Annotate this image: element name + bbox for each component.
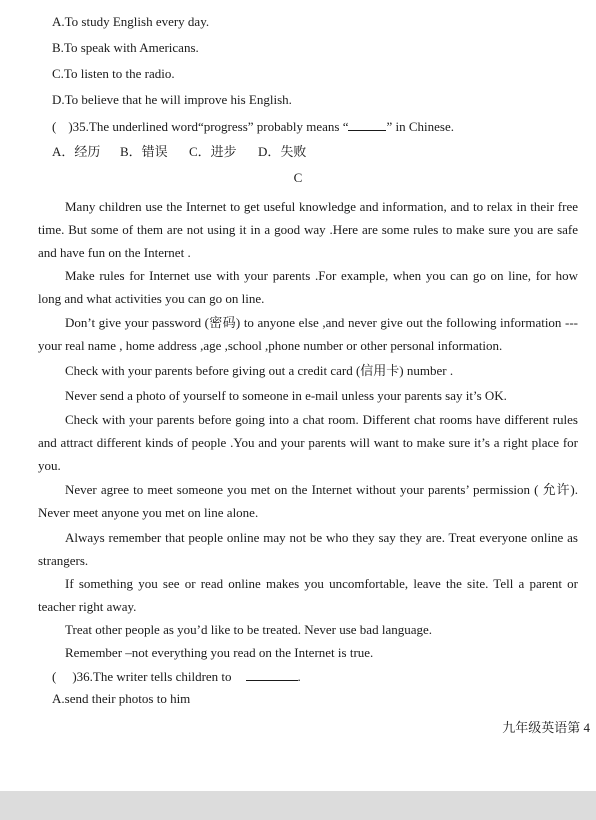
q35-blank[interactable] [348,118,386,131]
q35-option-b: B．错误 [120,144,168,159]
passage-paragraph: Treat other people as you’d like to be treated. Never use bad language. [65,622,433,637]
q36-option-a: A.send their photos to him [52,691,191,706]
q35-option-c: C．进步 [189,144,237,159]
q35-option-a: A．经历 [52,144,101,159]
passage-paragraph: Never agree to meet someone you met on the Internet without your parents’ permission ( 允许). Never meet anyone you met on line alone. [38,482,578,520]
viewer-bottom-bar [0,791,596,820]
q34-option-d: D.To believe that he will improve his English. [52,92,292,107]
section-heading: C [293,170,303,185]
passage-paragraph: If something you see or read online makes you uncomfortable, leave the site. Tell a parent or teacher right away. [38,576,578,614]
q34-option-a: A.To study English every day. [52,14,210,29]
q34-option-c: C.To listen to the radio. [52,66,175,81]
passage-paragraph: Many children use the Internet to get useful knowledge and information, and to relax in their free time. But some of them are not using it in a good way .Here are some rules to make sure you are safe and have fun on the Internet . [38,199,578,260]
passage-paragraph: Make rules for Internet use with your parents .For example, when you can go on line, for how long and what activities you can go on line. [38,268,578,306]
q36-paren: ( [52,669,57,684]
q36-question [52,668,301,685]
passage-paragraph: Remember –not everything you read on the Internet is true. [65,645,374,660]
q34-option-b: B.To speak with Americans. [52,40,199,55]
q36-end: . [297,669,301,684]
passage-paragraph: Never send a photo of yourself to someone in e-mail unless your parents say it’s OK. [65,388,507,403]
q35-stem-end: ” in Chinese. [386,119,454,134]
passage-paragraph: Check with your parents before going into a chat room. Different chat rooms have different rules and attract different kinds of people .You and your parents will want to make sure it’s a right place for you. [38,412,578,473]
q36-stem: )36.The writer tells children to [72,669,232,684]
q36-blank[interactable] [246,668,298,681]
passage-paragraph: Check with your parents before giving out a credit card (信用卡) number . [65,363,454,378]
q35-paren: ( [52,119,57,134]
page-footer: 九年级英语第 4 [502,720,590,735]
q35-stem: )35.The underlined word“progress” probably means “ [68,119,349,134]
passage-paragraph: Always remember that people online may not be who they say they are. Treat everyone online as strangers. [38,530,578,568]
q35-option-d: D．失败 [258,144,307,159]
q35-question [52,118,454,135]
passage-paragraph: Don’t give your password (密码) to anyone else ,and never give out the following information ---your real name , home address ,age ,school ,phone number or other personal information. [38,315,578,353]
